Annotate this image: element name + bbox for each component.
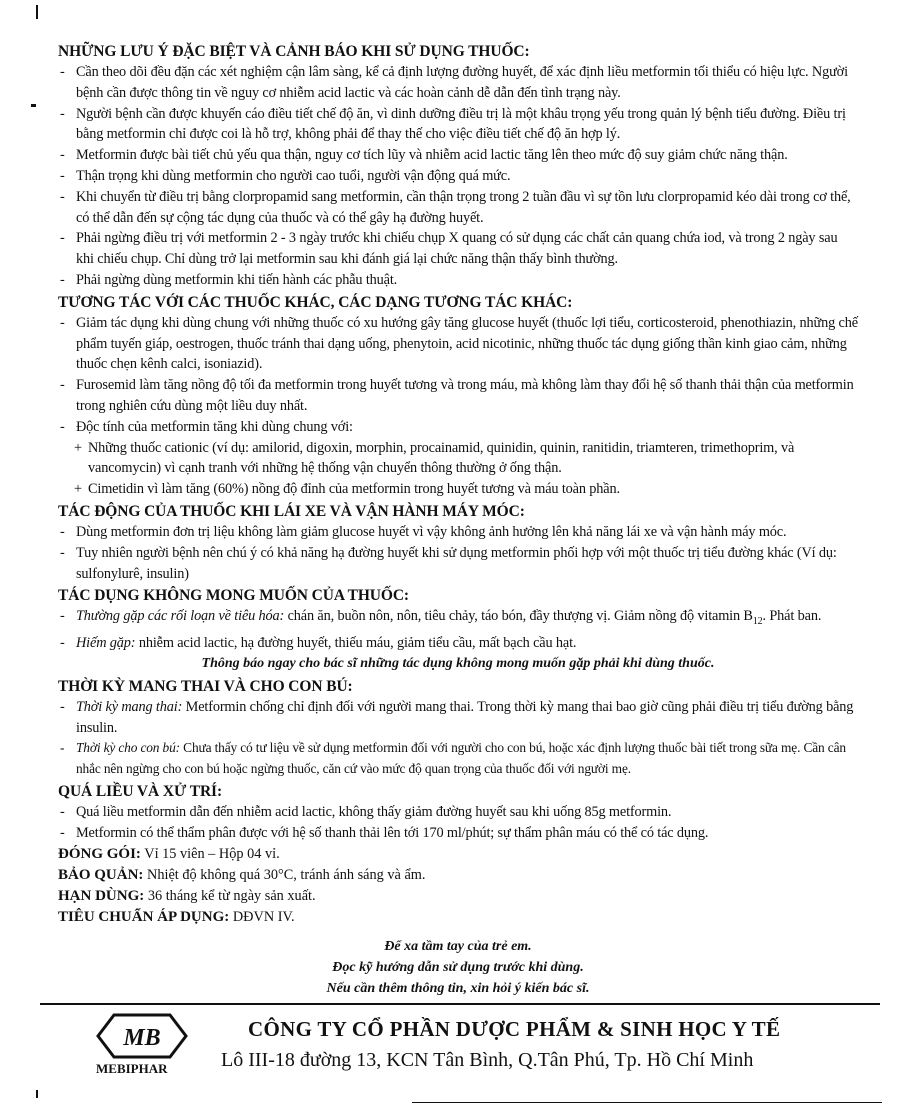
logo-text: MB <box>123 1025 161 1051</box>
interactions-heading: TƯƠNG TÁC VỚI CÁC THUỐC KHÁC, CÁC DẠNG TƯƠNG TÁC KHÁC: <box>58 293 573 311</box>
overdose-heading: QUÁ LIỀU VÀ XỬ TRÍ: <box>58 782 223 800</box>
pregnancy-item: - Thời kỳ mang thai: Metformin chống chỉ định đối với người mang thai. Trong thời kỳ mang thai bao giờ cũng phải điều trị tiểu đường bằng insulin. <box>60 698 854 736</box>
side-effects-heading: TÁC DỤNG KHÔNG MONG MUỐN CỦA THUỐC: <box>58 587 409 605</box>
interaction-subitem: + Những thuốc cationic (ví dụ: amilorid, digoxin, morphin, procainamid, quinidin, quinin, ranitidin, triamteren, trimethoprim, và vancomycin) vì cạnh tranh với những hệ thống vận chuyển thông thường ở ống thận. <box>74 439 795 477</box>
overdose-item: - Metformin có thể thẩm phân được với hệ số thanh thải lên tới 170 ml/phút; sự thẩm phân máu có thể có tác dụng. <box>60 824 709 841</box>
footer-note: Để xa tầm tay của trẻ em. <box>384 938 532 954</box>
overdose-item: - Quá liều metformin dẫn đến nhiễm acid lactic, không thấy giảm đường huyết sau khi uống 85g metformin. <box>60 803 672 820</box>
warning-item: - Khi chuyển từ điều trị bằng clorpropamid sang metformin, cần thận trọng trong 2 tuần đầu vì sự tồn lưu clorpropamid kéo dài trong cơ thể, có thể dẫn đến sự cộng tác dụng của thuốc và có thể gây hạ đường huyết. <box>60 188 851 226</box>
warning-item: - Phải ngừng dùng metformin khi tiến hành các phẫu thuật. <box>60 271 398 288</box>
scan-mark-bottom <box>36 1090 38 1098</box>
footer-note: Đọc kỹ hướng dẫn sử dụng trước khi dùng. <box>332 959 584 975</box>
footer-note: Nếu cần thêm thông tin, xin hỏi ý kiến bác sĩ. <box>326 980 590 996</box>
company-block <box>96 1013 876 1083</box>
company-logo <box>96 1013 186 1064</box>
warning-item: - Thận trọng khi dùng metformin cho người cao tuổi, người vận động quá mức. <box>60 167 511 184</box>
standard-line: TIÊU CHUẨN ÁP DỤNG: DĐVN IV. <box>58 908 295 925</box>
side-effect-rare: - Hiếm gặp: nhiễm acid lactic, hạ đường huyết, thiếu máu, giảm tiểu cầu, mất bạch cầu hạt. <box>60 634 577 651</box>
side-effect-notice: Thông báo ngay cho bác sĩ những tác dụng không mong muốn gặp phải khi dùng thuốc. <box>201 655 715 671</box>
warning-item: - Cần theo dõi đều đặn các xét nghiệm cận lâm sàng, kể cả định lượng đường huyết, để xác định liều metformin tối thiểu có hiệu lực. Người bệnh cần được thông tin về nguy cơ nhiễm acid lactic và các hoàn cảnh dễ dẫn đến tình trạng này. <box>60 64 848 101</box>
warning-item: - Metformin được bài tiết chủ yếu qua thận, nguy cơ tích lũy và nhiễm acid lactic tăng lên theo mức độ suy giảm chức năng thận. <box>60 147 788 164</box>
packaging-line: ĐÓNG GÓI: Vỉ 15 viên – Hộp 04 vỉ. <box>58 845 280 862</box>
driving-item: - Tuy nhiên người bệnh nên chú ý có khả năng hạ đường huyết khi sử dụng metformin phối hợp với một thuốc trị tiểu đường khác (Ví dụ: sulfonylurê, insulin) <box>60 544 837 582</box>
interaction-item: - Độc tính của metformin tăng khi dùng chung với: <box>60 418 353 435</box>
lactation-item: - Thời kỳ cho con bú: Chưa thấy có tư liệu về sử dụng metformin đối với người cho con bú, hoặc xác định lượng thuốc bài tiết trong sữa mẹ. Cần cân nhắc nên ngừng cho con bú hoặc ngừng thuốc, căn cứ vào mức độ quan trọng của thuốc đối với người mẹ. <box>60 740 846 777</box>
side-effect-common: - Thường gặp các rối loạn về tiêu hóa: chán ăn, buồn nôn, nôn, tiêu chảy, táo bón, đầy thượng vị. Giảm nồng độ vitamin $B_{12}$. Phát ban. <box>60 608 822 628</box>
storage-line: BẢO QUẢN: Nhiệt độ không quá 30°C, tránh ánh sáng và ẩm. <box>58 866 426 883</box>
company-name: CÔNG TY CỔ PHẦN DƯỢC PHẨM & SINH HỌC Y TẾ <box>248 1017 781 1041</box>
warning-item: - Người bệnh cần được khuyến cáo điều tiết chế độ ăn, vì dinh dưỡng điều trị là một khâu trọng yếu trong quản lý bệnh tiểu đường. Điều trị bằng metformin chỉ được coi là hỗ trợ, không phải để thay thế cho việc điều tiết chế độ ăn hợp lý. <box>60 105 846 143</box>
logo-label: MEBIPHAR <box>96 1061 168 1076</box>
expiry-line: HẠN DÙNG: 36 tháng kể từ ngày sản xuất. <box>58 887 316 904</box>
divider-rule <box>40 1003 880 1005</box>
leaflet-page <box>58 40 858 999</box>
bottom-rule <box>412 1102 882 1103</box>
mebiphar-logo-icon <box>96 1013 188 1059</box>
driving-heading: TÁC ĐỘNG CỦA THUỐC KHI LÁI XE VÀ VẬN HÀNH MÁY MÓC: <box>58 502 525 520</box>
scan-mark-side <box>31 104 36 107</box>
warnings-heading: NHỮNG LƯU Ý ĐẶC BIỆT VÀ CẢNH BÁO KHI SỬ DỤNG THUỐC: <box>58 43 530 60</box>
company-address: Lô III-18 đường 13, KCN Tân Bình, Q.Tân Phú, Tp. Hồ Chí Minh <box>221 1049 754 1071</box>
interaction-subitem: + Cimetidin vì làm tăng (60%) nồng độ đỉnh của metformin trong huyết tương và máu toàn phần. <box>74 481 620 498</box>
pregnancy-heading: THỜI KỲ MANG THAI VÀ CHO CON BÚ: <box>58 677 353 695</box>
interaction-item: - Furosemid làm tăng nồng độ tối đa metformin trong huyết tương và trong máu, mà không làm thay đổi hệ số thanh thải thận của metformin trong nghiên cứu dùng một liều duy nhất. <box>60 377 854 414</box>
driving-item: - Dùng metformin đơn trị liệu không làm giảm glucose huyết vì vậy không ảnh hưởng lên khả năng lái xe và vận hành máy móc. <box>60 523 787 540</box>
warning-item: - Phải ngừng điều trị với metformin 2 - 3 ngày trước khi chiếu chụp X quang có sử dụng các chất cản quang chứa iod, và trong 2 ngày sau khi chiếu chụp. Chỉ dùng trở lại metformin sau khi đánh giá lại chức năng thận thấy bình thường. <box>60 230 838 268</box>
scan-mark-top <box>36 5 38 19</box>
interaction-item: - Giảm tác dụng khi dùng chung với những thuốc có xu hướng gây tăng glucose huyết (thuốc lợi tiểu, corticosteroid, phenothiazin, những chế phẩm tuyến giáp, oestrogen, thuốc tránh thai dạng uống, phenytoin, acid nicotinic, những thuốc tác dụng giống thần kinh giao cảm, những thuốc chẹn kênh calci, isoniazid). <box>60 314 858 373</box>
footer-notes <box>58 936 858 999</box>
